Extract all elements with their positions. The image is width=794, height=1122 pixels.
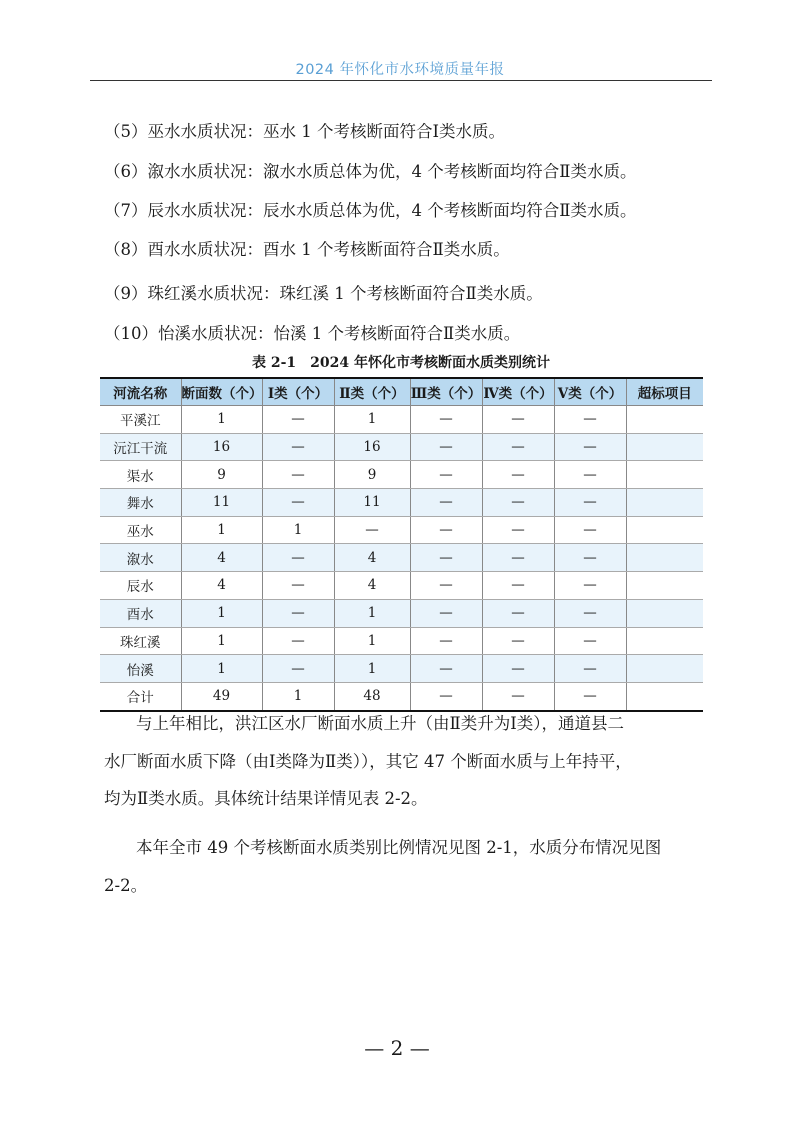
cell-river: 巫水 bbox=[100, 516, 181, 544]
col-header-exceeding: 超标项目 bbox=[626, 378, 703, 406]
cell-sections: 1 bbox=[181, 599, 262, 627]
cell-class-3: — bbox=[410, 544, 482, 572]
cell-class-4: — bbox=[482, 433, 554, 461]
cell-class-4: — bbox=[482, 461, 554, 489]
cell-class-5: — bbox=[554, 572, 626, 600]
cell-river: 平溪江 bbox=[100, 406, 181, 434]
table-body bbox=[100, 406, 703, 711]
cell-sections: 9 bbox=[181, 461, 262, 489]
cell-class-2: 1 bbox=[334, 599, 410, 627]
comparison-line-1 bbox=[104, 714, 624, 733]
cell-class-1: — bbox=[262, 572, 334, 600]
cell-class-2: — bbox=[334, 516, 410, 544]
page-header-title: 2024 年怀化市水环境质量年报 bbox=[295, 62, 505, 78]
cell-class-3: — bbox=[410, 433, 482, 461]
comparison-line-3: 均为Ⅱ类水质。具体统计结果详情见表 2-2。 bbox=[104, 789, 428, 808]
cell-class-4: — bbox=[482, 572, 554, 600]
cell-class-3: — bbox=[410, 655, 482, 683]
cell-class-4: — bbox=[482, 627, 554, 655]
cell-exceeding bbox=[626, 572, 703, 600]
cell-class-5: — bbox=[554, 489, 626, 517]
cell-class-4: — bbox=[482, 655, 554, 683]
comparison-line-1-text: 与上年相比，洪江区水厂断面水质上升（由Ⅱ类升为Ⅰ类），通道县二 bbox=[136, 714, 624, 733]
cell-class-4: — bbox=[482, 682, 554, 710]
col-header-class-1: Ⅰ类（个） bbox=[262, 378, 334, 406]
cell-class-3: — bbox=[410, 516, 482, 544]
table-header-row bbox=[100, 378, 703, 406]
cell-exceeding bbox=[626, 461, 703, 489]
cell-exceeding bbox=[626, 433, 703, 461]
cell-class-4: — bbox=[482, 406, 554, 434]
cell-river: 怡溪 bbox=[100, 655, 181, 683]
cell-river: 舞水 bbox=[100, 489, 181, 517]
cell-class-2: 4 bbox=[334, 544, 410, 572]
table-row bbox=[100, 572, 703, 600]
cell-class-3: — bbox=[410, 406, 482, 434]
col-header-river: 河流名称 bbox=[100, 378, 181, 406]
cell-class-5: — bbox=[554, 599, 626, 627]
table-row bbox=[100, 406, 703, 434]
cell-class-5: — bbox=[554, 433, 626, 461]
cell-class-5: — bbox=[554, 544, 626, 572]
table-caption: 表 2-1 2024 年怀化市考核断面水质类别统计 bbox=[251, 355, 550, 371]
cell-sections: 1 bbox=[181, 516, 262, 544]
cell-class-4: — bbox=[482, 516, 554, 544]
ratio-line-2: 2-2。 bbox=[104, 875, 148, 895]
header-rule bbox=[90, 80, 712, 81]
comparison-paragraph bbox=[104, 705, 722, 818]
table-row bbox=[100, 461, 703, 489]
cell-exceeding bbox=[626, 599, 703, 627]
status-item-youshui: （8）酉水水质状况：酉水 1 个考核断面符合Ⅱ类水质。 bbox=[104, 240, 510, 259]
cell-river: 渠水 bbox=[100, 461, 181, 489]
cell-sections: 16 bbox=[181, 433, 262, 461]
col-header-class-3: Ⅲ类（个） bbox=[410, 378, 482, 406]
cell-class-2: 11 bbox=[334, 489, 410, 517]
status-item-chenshui: （7）辰水水质状况：辰水水质总体为优，4 个考核断面均符合Ⅱ类水质。 bbox=[104, 201, 637, 220]
cell-class-1: — bbox=[262, 406, 334, 434]
table-row bbox=[100, 544, 703, 572]
cell-class-1: 1 bbox=[262, 682, 334, 710]
cell-class-5: — bbox=[554, 516, 626, 544]
cell-class-2: 48 bbox=[334, 682, 410, 710]
cell-class-2: 1 bbox=[334, 627, 410, 655]
cell-sections: 1 bbox=[181, 406, 262, 434]
table-row bbox=[100, 433, 703, 461]
cell-class-3: — bbox=[410, 572, 482, 600]
cell-class-2: 9 bbox=[334, 461, 410, 489]
cell-class-3: — bbox=[410, 682, 482, 710]
cell-class-4: — bbox=[482, 599, 554, 627]
cell-class-5: — bbox=[554, 406, 626, 434]
cell-class-1: — bbox=[262, 489, 334, 517]
cell-river: 沅江干流 bbox=[100, 433, 181, 461]
cell-class-4: — bbox=[482, 489, 554, 517]
ratio-paragraph bbox=[104, 829, 722, 904]
cell-sections: 49 bbox=[181, 682, 262, 710]
status-item-wushui: （5）巫水水质状况：巫水 1 个考核断面符合Ⅰ类水质。 bbox=[104, 122, 506, 141]
cell-class-1: 1 bbox=[262, 516, 334, 544]
status-item-xushui: （6）溆水水质状况：溆水水质总体为优，4 个考核断面均符合Ⅱ类水质。 bbox=[104, 162, 637, 181]
cell-sections: 4 bbox=[181, 572, 262, 600]
page-number: — 2 — bbox=[364, 1036, 430, 1060]
cell-class-5: — bbox=[554, 682, 626, 710]
water-quality-table bbox=[100, 377, 703, 712]
cell-river: 合计 bbox=[100, 682, 181, 710]
table-row bbox=[100, 599, 703, 627]
cell-exceeding bbox=[626, 516, 703, 544]
cell-class-3: — bbox=[410, 461, 482, 489]
cell-class-2: 16 bbox=[334, 433, 410, 461]
cell-class-3: — bbox=[410, 599, 482, 627]
col-header-class-2: Ⅱ类（个） bbox=[334, 378, 410, 406]
cell-class-5: — bbox=[554, 655, 626, 683]
cell-sections: 4 bbox=[181, 544, 262, 572]
cell-class-4: — bbox=[482, 544, 554, 572]
status-item-zhuhongxi: （9）珠红溪水质状况：珠红溪 1 个考核断面符合Ⅱ类水质。 bbox=[104, 284, 543, 303]
table-row bbox=[100, 489, 703, 517]
cell-class-5: — bbox=[554, 461, 626, 489]
cell-class-3: — bbox=[410, 489, 482, 517]
cell-river: 酉水 bbox=[100, 599, 181, 627]
cell-class-1: — bbox=[262, 599, 334, 627]
cell-river: 珠红溪 bbox=[100, 627, 181, 655]
col-header-class-4: Ⅳ类（个） bbox=[482, 378, 554, 406]
cell-river: 辰水 bbox=[100, 572, 181, 600]
cell-class-1: — bbox=[262, 433, 334, 461]
status-item-yixi: （10）怡溪水质状况：怡溪 1 个考核断面符合Ⅱ类水质。 bbox=[104, 324, 521, 343]
col-header-class-5: Ⅴ类（个） bbox=[554, 378, 626, 406]
cell-exceeding bbox=[626, 489, 703, 517]
table-row bbox=[100, 655, 703, 683]
table-row bbox=[100, 516, 703, 544]
cell-exceeding bbox=[626, 655, 703, 683]
cell-river: 溆水 bbox=[100, 544, 181, 572]
cell-exceeding bbox=[626, 406, 703, 434]
cell-exceeding bbox=[626, 627, 703, 655]
cell-class-5: — bbox=[554, 627, 626, 655]
cell-class-1: — bbox=[262, 461, 334, 489]
cell-class-1: — bbox=[262, 544, 334, 572]
ratio-line-1 bbox=[104, 838, 661, 857]
col-header-sections: 断面数（个） bbox=[181, 378, 262, 406]
comparison-line-2: 水厂断面水质下降（由Ⅰ类降为Ⅱ类）），其它 47 个断面水质与上年持平， bbox=[104, 751, 632, 771]
cell-class-2: 1 bbox=[334, 406, 410, 434]
cell-sections: 11 bbox=[181, 489, 262, 517]
cell-class-3: — bbox=[410, 627, 482, 655]
cell-class-1: — bbox=[262, 627, 334, 655]
cell-sections: 1 bbox=[181, 627, 262, 655]
ratio-line-1-text: 本年全市 49 个考核断面水质类别比例情况见图 2-1，水质分布情况见图 bbox=[136, 838, 662, 857]
cell-class-1: — bbox=[262, 655, 334, 683]
cell-sections: 1 bbox=[181, 655, 262, 683]
table-row bbox=[100, 627, 703, 655]
cell-class-2: 4 bbox=[334, 572, 410, 600]
cell-class-2: 1 bbox=[334, 655, 410, 683]
cell-exceeding bbox=[626, 544, 703, 572]
